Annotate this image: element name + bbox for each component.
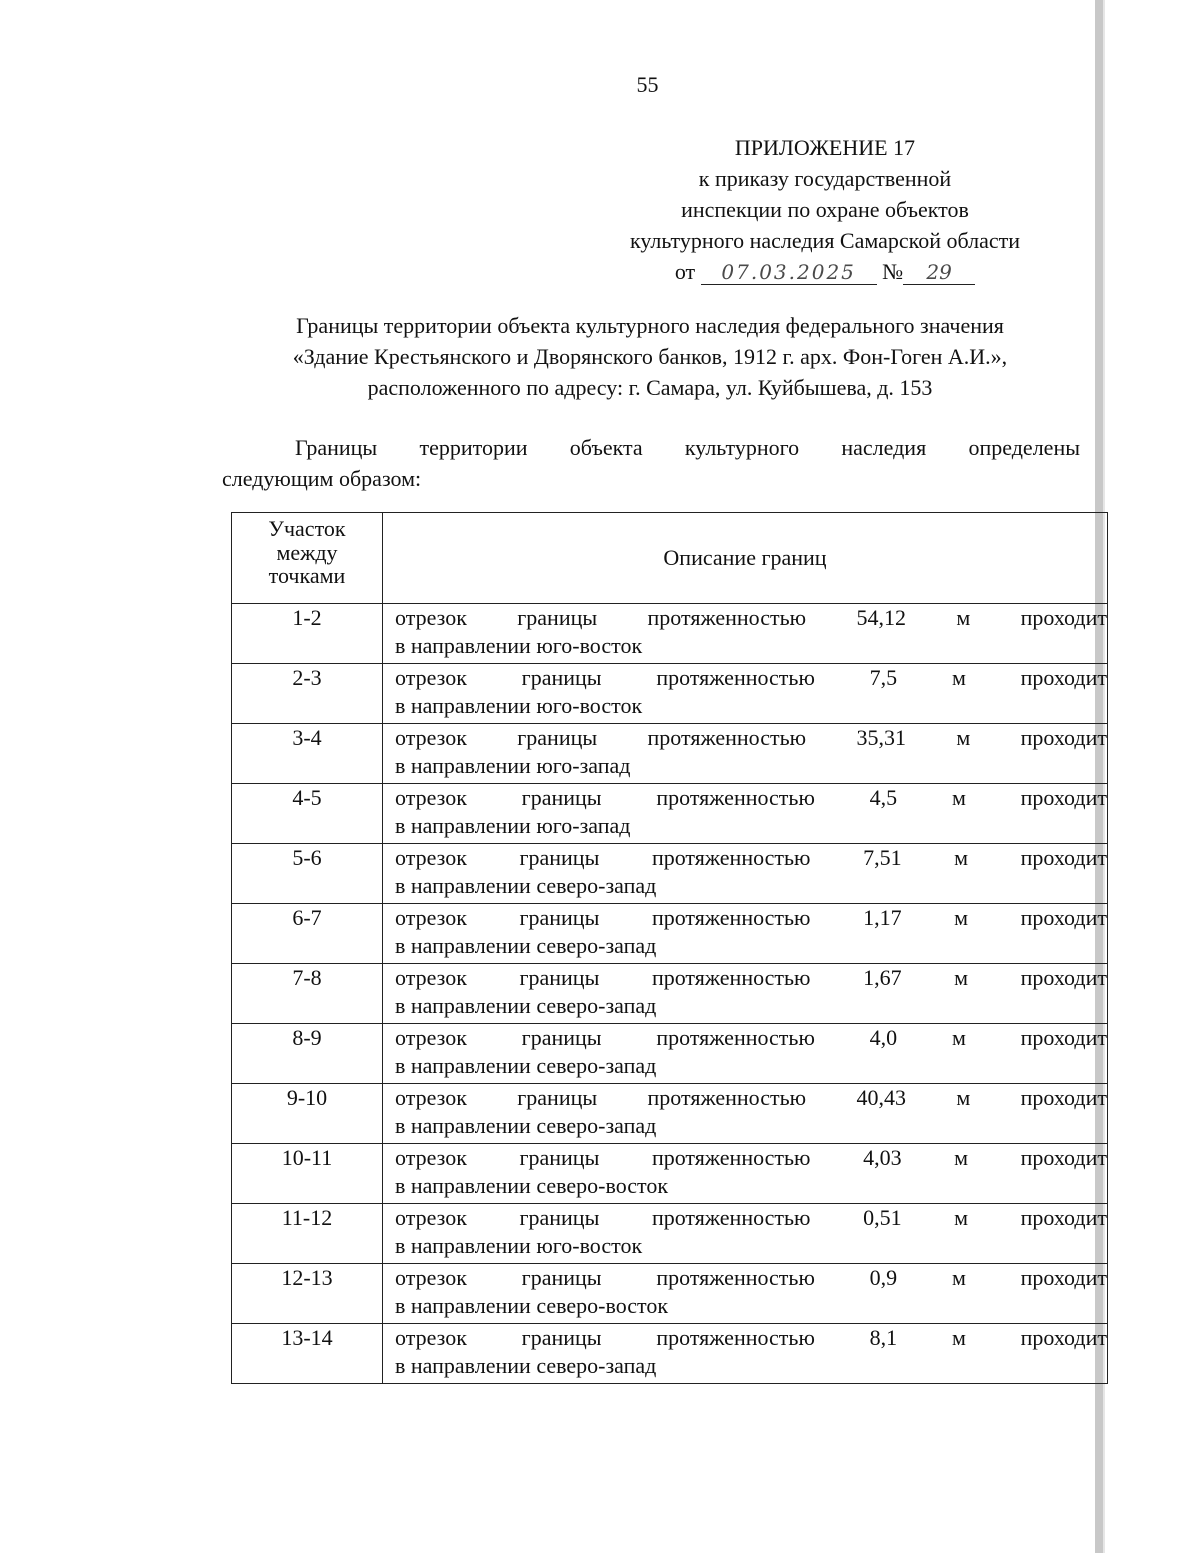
description-cell bbox=[383, 844, 1108, 904]
word-passes: проходит bbox=[1020, 605, 1107, 630]
word-segment: отрезок bbox=[395, 965, 467, 990]
word-border: границы bbox=[521, 665, 602, 690]
direction-text: в направлении северо-запад bbox=[395, 933, 657, 958]
word-border: границы bbox=[519, 965, 600, 990]
table-row bbox=[232, 724, 1108, 784]
word-passes: проходит bbox=[1020, 1145, 1107, 1170]
word-segment: отрезок bbox=[395, 725, 467, 750]
table-row bbox=[232, 664, 1108, 724]
direction-text: в направлении северо-запад bbox=[395, 993, 657, 1018]
segment-cell: 8-9 bbox=[232, 1024, 383, 1084]
description-cell bbox=[383, 784, 1108, 844]
word-segment: отрезок bbox=[395, 605, 467, 630]
length-value: 8,1 bbox=[869, 1325, 898, 1350]
length-value: 1,67 bbox=[863, 965, 902, 990]
segment-cell: 12-13 bbox=[232, 1264, 383, 1324]
direction-text: в направлении северо-запад bbox=[395, 873, 657, 898]
word-length-label: протяженностью bbox=[647, 725, 807, 750]
intro-paragraph bbox=[222, 432, 1080, 494]
segment-cell: 1-2 bbox=[232, 604, 383, 664]
word-passes: проходит bbox=[1020, 965, 1107, 990]
word-passes: проходит bbox=[1020, 905, 1107, 930]
segment-cell: 9-10 bbox=[232, 1084, 383, 1144]
segment-cell: 6-7 bbox=[232, 904, 383, 964]
word-segment: отрезок bbox=[395, 1025, 467, 1050]
description-cell bbox=[383, 1324, 1108, 1384]
handwritten-number: 29 bbox=[903, 260, 975, 285]
title-line-1: Границы территории объекта культурного наследия федерального значения bbox=[296, 313, 1004, 338]
table-row bbox=[232, 1204, 1108, 1264]
word-passes: проходит bbox=[1020, 1265, 1107, 1290]
length-unit: м bbox=[951, 1025, 966, 1050]
word-border: границы bbox=[519, 845, 600, 870]
segment-cell: 10-11 bbox=[232, 1144, 383, 1204]
table-row bbox=[232, 784, 1108, 844]
table-row bbox=[232, 1264, 1108, 1324]
appendix-line-3: культурного наследия Самарской области bbox=[629, 228, 1021, 253]
header-segment-line: между bbox=[276, 539, 338, 565]
description-line-1 bbox=[395, 964, 1107, 992]
appendix-title: ПРИЛОЖЕНИЕ 17 bbox=[734, 135, 916, 160]
description-line-1 bbox=[395, 1264, 1107, 1292]
direction-text: в направлении северо-восток bbox=[395, 1173, 669, 1198]
word-length-label: протяженностью bbox=[647, 1085, 807, 1110]
title-line-2: «Здание Крестьянского и Дворянского банков, 1912 г. арх. Фон-Гоген А.И.», bbox=[292, 344, 1008, 369]
table-row bbox=[232, 1084, 1108, 1144]
description-cell bbox=[383, 1204, 1108, 1264]
length-value: 7,5 bbox=[869, 665, 898, 690]
segment-cell: 5-6 bbox=[232, 844, 383, 904]
word-border: границы bbox=[521, 785, 602, 810]
word-length-label: протяженностью bbox=[651, 965, 811, 990]
header-segment-line: точками bbox=[268, 563, 346, 588]
direction-text: в направлении юго-восток bbox=[395, 1233, 643, 1258]
length-value: 54,12 bbox=[856, 605, 906, 630]
appendix-line-1: к приказу государственной bbox=[698, 166, 952, 191]
description-line-1 bbox=[395, 1084, 1107, 1112]
table-row bbox=[232, 1024, 1108, 1084]
direction-text: в направлении юго-запад bbox=[395, 813, 631, 838]
length-value: 7,51 bbox=[863, 845, 902, 870]
table-row bbox=[232, 844, 1108, 904]
length-value: 4,0 bbox=[869, 1025, 898, 1050]
word-passes: проходит bbox=[1020, 665, 1107, 690]
description-cell bbox=[383, 964, 1108, 1024]
description-cell bbox=[383, 1024, 1108, 1084]
length-unit: м bbox=[954, 845, 969, 870]
word-segment: отрезок bbox=[395, 665, 467, 690]
description-cell bbox=[383, 1264, 1108, 1324]
word-border: границы bbox=[521, 1325, 602, 1350]
from-label: от bbox=[674, 259, 696, 284]
length-value: 35,31 bbox=[856, 725, 906, 750]
header-segment bbox=[232, 513, 383, 604]
segment-cell: 3-4 bbox=[232, 724, 383, 784]
segment-cell: 13-14 bbox=[232, 1324, 383, 1384]
description-line-1 bbox=[395, 784, 1107, 812]
word-length-label: протяженностью bbox=[656, 1265, 815, 1290]
direction-text: в направлении северо-запад bbox=[395, 1053, 657, 1078]
direction-text: в направлении юго-восток bbox=[395, 693, 643, 718]
description-cell bbox=[383, 664, 1108, 724]
order-date-number-line bbox=[560, 256, 1090, 287]
length-value: 40,43 bbox=[856, 1085, 906, 1110]
segment-cell: 4-5 bbox=[232, 784, 383, 844]
table-row bbox=[232, 604, 1108, 664]
description-line-1 bbox=[395, 844, 1107, 872]
word-border: границы bbox=[519, 1205, 600, 1230]
length-value: 1,17 bbox=[863, 905, 902, 930]
segment-cell: 7-8 bbox=[232, 964, 383, 1024]
document-title bbox=[200, 310, 1100, 403]
word-passes: проходит bbox=[1020, 785, 1107, 810]
description-line-1 bbox=[395, 724, 1107, 752]
segment-cell: 11-12 bbox=[232, 1204, 383, 1264]
direction-text: в направлении юго-запад bbox=[395, 753, 631, 778]
direction-text: в направлении северо-восток bbox=[395, 1293, 669, 1318]
word-border: границы bbox=[521, 1025, 602, 1050]
length-unit: м bbox=[951, 785, 966, 810]
description-line-1 bbox=[395, 904, 1107, 932]
header-description: Описание границ bbox=[383, 513, 1108, 604]
title-line-3: расположенного по адресу: г. Самара, ул. Куйбышева, д. 153 bbox=[367, 375, 933, 400]
description-cell bbox=[383, 904, 1108, 964]
direction-text: в направлении северо-запад bbox=[395, 1113, 657, 1138]
direction-text: в направлении северо-запад bbox=[395, 1353, 657, 1378]
length-unit: м bbox=[951, 1265, 966, 1290]
description-cell bbox=[383, 604, 1108, 664]
word-segment: отрезок bbox=[395, 1265, 467, 1290]
length-unit: м bbox=[954, 905, 969, 930]
description-line-1 bbox=[395, 604, 1107, 632]
length-unit: м bbox=[951, 665, 966, 690]
word-segment: отрезок bbox=[395, 1325, 467, 1350]
word-segment: отрезок bbox=[395, 1205, 467, 1230]
word-passes: проходит bbox=[1020, 845, 1107, 870]
word-segment: отрезок bbox=[395, 1085, 467, 1110]
table-row bbox=[232, 904, 1108, 964]
word-length-label: протяженностью bbox=[647, 605, 807, 630]
description-line-1 bbox=[395, 664, 1107, 692]
table-row bbox=[232, 964, 1108, 1024]
length-value: 0,9 bbox=[869, 1265, 898, 1290]
appendix-line-2: инспекции по охране объектов bbox=[681, 197, 969, 222]
page-number: 55 bbox=[636, 72, 659, 97]
word-border: границы bbox=[519, 1145, 600, 1170]
table-header-row bbox=[232, 513, 1108, 604]
word-segment: отрезок bbox=[395, 845, 467, 870]
length-value: 0,51 bbox=[863, 1205, 902, 1230]
length-unit: м bbox=[956, 605, 971, 630]
table-row bbox=[232, 1144, 1108, 1204]
word-passes: проходит bbox=[1020, 1205, 1107, 1230]
length-value: 4,5 bbox=[869, 785, 898, 810]
length-unit: м bbox=[954, 1205, 969, 1230]
word-length-label: протяженностью bbox=[651, 1205, 811, 1230]
appendix-block bbox=[560, 132, 1090, 287]
word-border: границы bbox=[521, 1265, 602, 1290]
description-cell bbox=[383, 1084, 1108, 1144]
number-label: № bbox=[882, 259, 904, 284]
length-value: 4,03 bbox=[863, 1145, 902, 1170]
header-segment-line: Участок bbox=[268, 516, 346, 541]
length-unit: м bbox=[954, 965, 969, 990]
direction-text: в направлении юго-восток bbox=[395, 633, 643, 658]
description-line-1 bbox=[395, 1324, 1107, 1352]
length-unit: м bbox=[954, 1145, 969, 1170]
word-border: границы bbox=[517, 605, 598, 630]
description-cell bbox=[383, 1144, 1108, 1204]
word-border: границы bbox=[519, 905, 600, 930]
word-passes: проходит bbox=[1020, 725, 1107, 750]
length-unit: м bbox=[956, 725, 971, 750]
word-passes: проходит bbox=[1020, 1085, 1107, 1110]
word-passes: проходит bbox=[1020, 1025, 1107, 1050]
intro-line-1: Границы территории объекта культурного наследия определены bbox=[295, 435, 1080, 460]
handwritten-date: 07.03.2025 bbox=[701, 260, 877, 285]
borders-table bbox=[231, 512, 1108, 1384]
word-length-label: протяженностью bbox=[651, 905, 811, 930]
word-passes: проходит bbox=[1020, 1325, 1107, 1350]
word-length-label: протяженностью bbox=[656, 785, 815, 810]
word-segment: отрезок bbox=[395, 785, 467, 810]
word-segment: отрезок bbox=[395, 1145, 467, 1170]
word-length-label: протяженностью bbox=[651, 1145, 811, 1170]
intro-line-2: следующим образом: bbox=[222, 466, 422, 491]
description-cell bbox=[383, 724, 1108, 784]
table-body bbox=[232, 604, 1108, 1384]
word-length-label: протяженностью bbox=[651, 845, 811, 870]
word-segment: отрезок bbox=[395, 905, 467, 930]
word-border: границы bbox=[517, 725, 598, 750]
table-row bbox=[232, 1324, 1108, 1384]
description-line-1 bbox=[395, 1144, 1107, 1172]
segment-cell: 2-3 bbox=[232, 664, 383, 724]
length-unit: м bbox=[951, 1325, 966, 1350]
description-line-1 bbox=[395, 1204, 1107, 1232]
word-length-label: протяженностью bbox=[656, 665, 815, 690]
word-length-label: протяженностью bbox=[656, 1025, 815, 1050]
description-line-1 bbox=[395, 1024, 1107, 1052]
word-length-label: протяженностью bbox=[656, 1325, 815, 1350]
word-border: границы bbox=[517, 1085, 598, 1110]
length-unit: м bbox=[956, 1085, 971, 1110]
